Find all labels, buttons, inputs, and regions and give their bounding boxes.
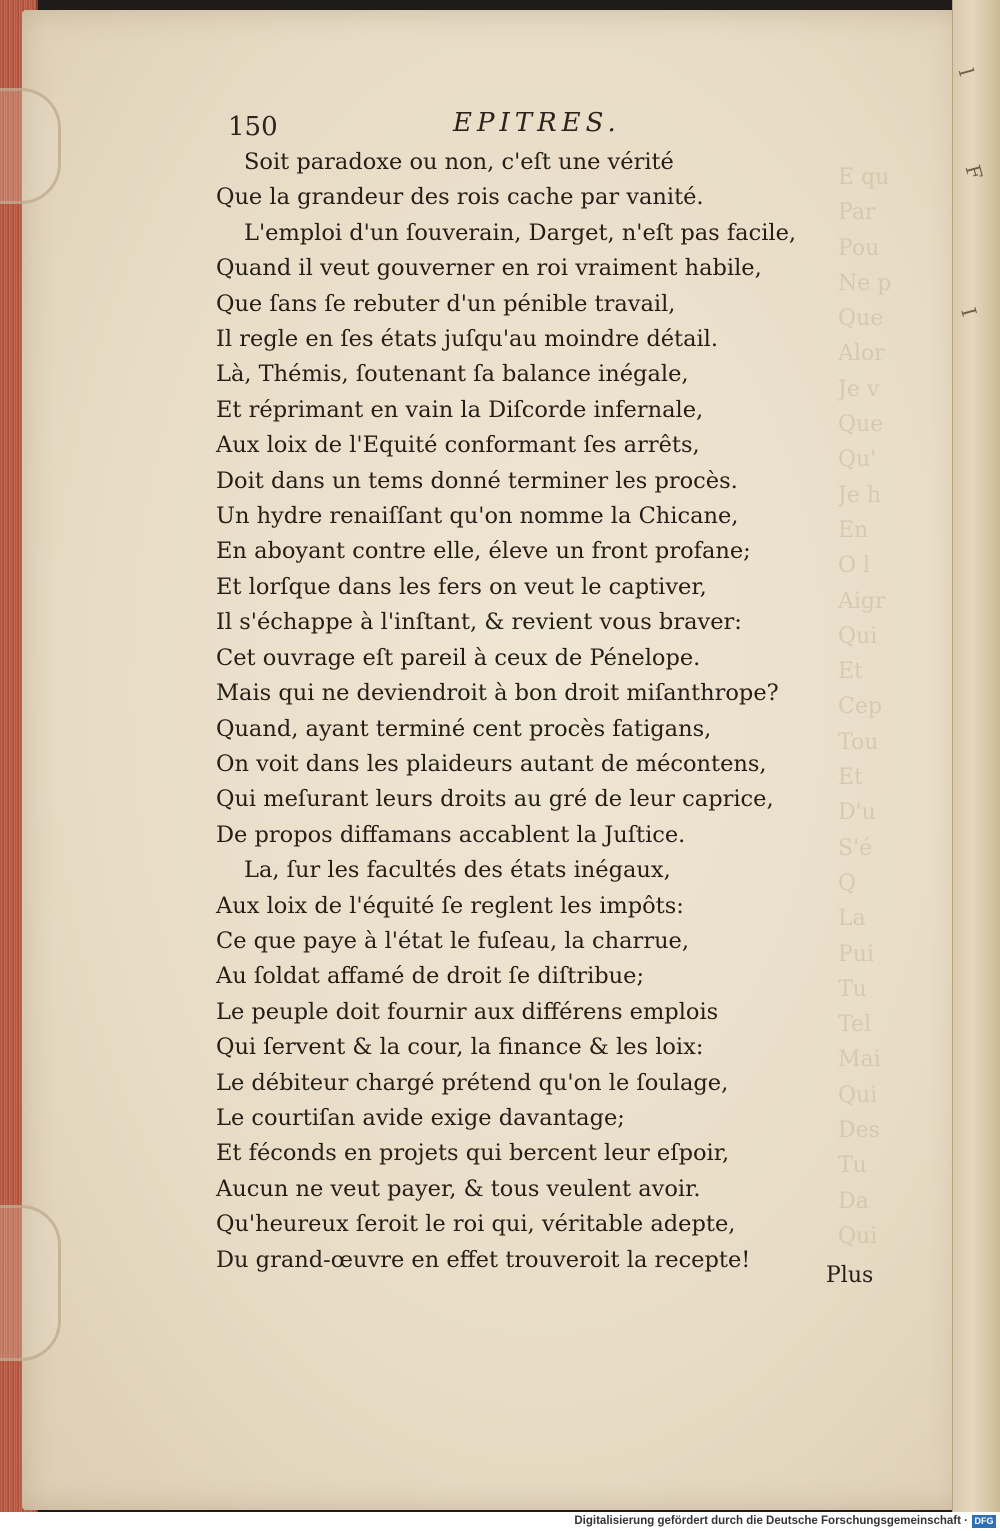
verse-line: Au ſoldat affamé de droit ſe diſtribue;	[216, 963, 645, 990]
verse-line: La, ſur les facultés des états inégaux,	[244, 857, 671, 884]
verse-line: Qui meſurant leurs droits au gré de leur caprice,	[216, 786, 774, 813]
catchword: Plus	[826, 1263, 874, 1288]
verse-line: Cet ouvrage eſt pareil à ceux de Pénelope.	[216, 644, 701, 671]
verse-line: Aucun ne veut payer, & tous veulent avoir.	[216, 1175, 701, 1202]
verse-line: Que la grandeur des rois cache par vanité.	[216, 184, 704, 211]
verse-line: Soit paradoxe ou non, c'eſt une vérité	[244, 149, 674, 175]
verse-line: Et lorſque dans les fers on veut le captiver,	[216, 573, 707, 600]
verse-line: Du grand-œuvre en effet trouveroit la recepte!	[216, 1246, 751, 1273]
page-header	[228, 108, 788, 148]
verse-line: Et féconds en projets qui bercent leur eſpoir,	[216, 1140, 730, 1167]
poem-text	[216, 145, 846, 1278]
verse-line: Aux loix de l'Equité conformant ſes arrêts,	[216, 432, 700, 459]
verse-line: On voit dans les plaideurs autant de mécontens,	[216, 750, 767, 777]
next-leaf-edge: l F I	[952, 0, 1000, 1520]
verse-line: Qui ſervent & la cour, la finance & les loix:	[216, 1034, 704, 1061]
digitization-footer	[0, 1512, 1000, 1531]
verse-line: Ce que paye à l'état le fuſeau, la charrue,	[216, 927, 690, 954]
funding-credit: Digitalisierung gefördert durch die Deutsche Forschungsgemeinschaft ·	[574, 1515, 968, 1527]
verse-line: De propos diffamans accablent la Juſtice.	[216, 821, 686, 848]
verse-line: Le peuple doit fournir aux différens emplois	[216, 998, 719, 1025]
verse-line: L'emploi d'un ſouverain, Darget, n'eſt pas facile,	[244, 219, 797, 246]
verse-line: En aboyant contre elle, éleve un front profane;	[216, 538, 751, 565]
verse-line: Là, Thémis, ſoutenant ſa balance inégale,	[216, 361, 689, 388]
dfg-logo: DFG	[972, 1515, 996, 1528]
verse-line: Le débiteur chargé prétend qu'on le ſoulage,	[216, 1069, 729, 1096]
running-head: EPITRES.	[453, 108, 621, 138]
verse-line: Que ſans ſe rebuter d'un pénible travail,	[216, 290, 676, 317]
verse-line: Il s'échappe à l'inſtant, & revient vous braver:	[216, 609, 742, 636]
page-clip-top	[0, 88, 61, 204]
page-clip-bottom	[0, 1205, 61, 1361]
verse-line: Doit dans un tems donné terminer les procès.	[216, 467, 738, 494]
verse-line: Qu'heureux ſeroit le roi qui, véritable adepte,	[216, 1211, 736, 1238]
verse-line: Aux loix de l'équité ſe reglent les impôts:	[216, 892, 684, 919]
verse-line: Mais qui ne deviendroit à bon droit miſanthrope?	[216, 680, 779, 707]
bleed-through-text: E qu Par Pou Ne p Que Alor Je v Que Qu' Je h En O l Aigr Qui Et Cep Tou Et D'u S'é Q La Pui Tu Tel Mai Qui Des Tu Da Qui	[838, 165, 892, 1249]
verse-line: Quand il veut gouverner en roi vraiment habile,	[216, 255, 762, 282]
verse-line: Et réprimant en vain la Diſcorde infernale,	[216, 396, 704, 423]
page-number: 150	[228, 112, 278, 142]
verse-line: Quand, ayant terminé cent procès fatigans,	[216, 715, 712, 742]
verse-line: Le courtiſan avide exige davantage;	[216, 1104, 625, 1131]
verse-line: Il regle en ſes états juſqu'au moindre détail.	[216, 326, 719, 353]
verse-line: Un hydre renaiſſant qu'on nomme la Chicane,	[216, 503, 739, 530]
